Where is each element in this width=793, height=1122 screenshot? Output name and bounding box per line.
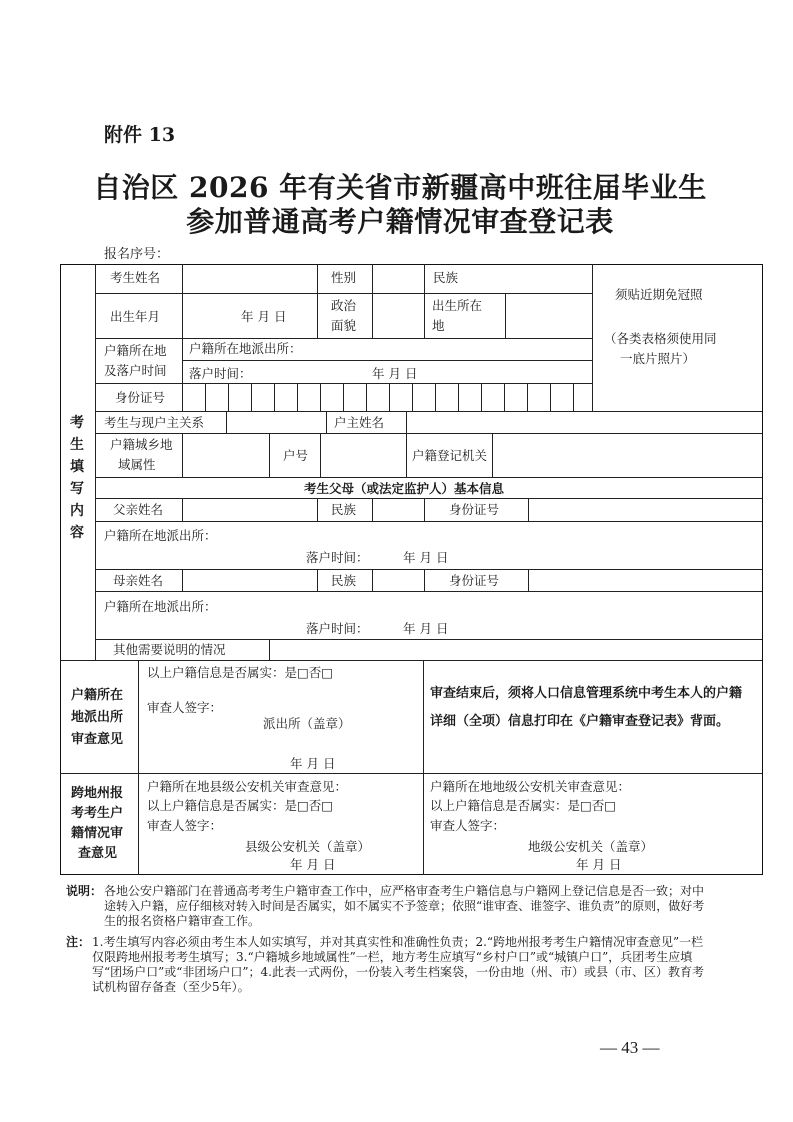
section-candidate-label: 考生填写内容: [70, 415, 84, 541]
explanation-label: 说明：: [66, 884, 103, 898]
registry-office-label: 户籍登记机关: [412, 448, 488, 463]
attachment-label: 附件 13: [104, 124, 176, 146]
page-number: — 43 —: [600, 1038, 660, 1057]
political-status-label-1: 政治: [331, 298, 357, 313]
mother-id-label: 身份证号: [449, 573, 500, 588]
father-police-label[interactable]: 户籍所在地派出所：: [104, 528, 217, 543]
county-seal: 县级公安机关（盖章）: [245, 839, 371, 854]
household-number-label: 户号: [283, 448, 309, 463]
photo-note-2: （各类表格须使用同: [604, 331, 717, 346]
cross-review-title-3: 籍情况审: [71, 826, 124, 841]
mother-police-label[interactable]: 户籍所在地派出所：: [104, 599, 217, 614]
photo-note-1: 须贴近期免冠照: [615, 287, 703, 302]
parents-section-header: 考生父母（或法定监护人）基本信息: [304, 481, 505, 496]
father-settle-label: 落户时间：: [306, 550, 369, 565]
explanation-block: [66, 884, 706, 929]
id-number-label: 身份证号: [115, 390, 166, 405]
police-station-seal: 派出所（盖章）: [263, 716, 351, 731]
local-reviewer-signature[interactable]: 审查人签字：: [147, 700, 223, 715]
serial-number-label: 报名序号：: [104, 247, 170, 262]
mother-ethnicity-label: 民族: [331, 573, 357, 588]
birthplace-label-1: 出生所在: [432, 298, 483, 313]
settle-time-value[interactable]: 年 月 日: [372, 366, 418, 381]
other-notes-label: 其他需要说明的情况: [113, 642, 226, 657]
prefecture-reviewer-signature[interactable]: 审查人签字：: [430, 818, 506, 833]
ethnicity-label: 民族: [433, 270, 459, 285]
county-review-date[interactable]: 年 月 日: [290, 857, 336, 872]
name-field[interactable]: [186, 268, 314, 290]
cross-review-title-1: 跨地州报: [71, 786, 124, 801]
photo-note-3: 一底片照片）: [620, 351, 696, 366]
mother-name-label: 母亲姓名: [113, 573, 164, 588]
county-confirm-checkbox[interactable]: 以上户籍信息是否属实：是□否□: [147, 798, 334, 813]
householder-label: 户主姓名: [334, 415, 385, 430]
prefecture-seal: 地级公安机关（盖章）: [528, 839, 654, 854]
notes-label: 注：: [66, 935, 91, 949]
review-instruction: 审查结束后，须将人口信息管理系统中考生本人的户籍详细（全项）信息打印在《户籍审查登记表》背面。: [430, 686, 743, 729]
form-title-line-1: 自治区 2026 年有关省市新疆高中班往届毕业生: [93, 171, 707, 204]
father-settle-value[interactable]: 年 月 日: [403, 550, 449, 565]
local-review-title-2: 地派出所: [71, 710, 124, 725]
notes-text: 1.考生填写内容必须由考生本人如实填写，并对其真实性和准确性负责；2.“跨地州报考考生户籍情况审查意见”一栏仅限跨地州报考考生填写；3.“户籍城乡地域属性”一栏，地方考生应填写“乡村户口”或“城镇户口”，兵团考生应填写“团场户口”或“非团场户口”；4.此表一式两份，一份装入考生档案袋，一份由地（州、市）或县（市、区）教育考试机构留存备查（至少5年）。: [92, 935, 704, 994]
father-id-label: 身份证号: [449, 502, 500, 517]
settle-time-label: 落户时间：: [189, 366, 252, 381]
cross-review-title-2: 考考生户: [71, 806, 124, 821]
birth-date-value[interactable]: 年 月 日: [241, 309, 287, 324]
prefecture-confirm-checkbox[interactable]: 以上户籍信息是否属实：是□否□: [430, 798, 617, 813]
urban-rural-label-1: 户籍城乡地: [110, 437, 173, 452]
cross-review-title-4: 查意见: [78, 846, 118, 861]
local-review-title-3: 审查意见: [71, 732, 124, 747]
police-station-label[interactable]: 户籍所在地派出所：: [189, 341, 302, 356]
political-status-label-2: 面貌: [331, 318, 357, 333]
county-reviewer-signature[interactable]: 审查人签字：: [147, 818, 223, 833]
county-opinion-label: 户籍所在地县级公安机关审查意见：: [147, 779, 348, 794]
mother-settle-label: 落户时间：: [306, 621, 369, 636]
local-review-title-1: 户籍所在: [71, 688, 124, 703]
id-number-boxes[interactable]: [183, 384, 591, 410]
father-name-label: 父亲姓名: [113, 502, 164, 517]
hukou-label-1: 户籍所在地: [104, 343, 167, 358]
prefecture-review-date[interactable]: 年 月 日: [576, 857, 622, 872]
mother-settle-value[interactable]: 年 月 日: [403, 621, 449, 636]
photo-box[interactable]: [593, 265, 761, 411]
gender-label: 性别: [331, 270, 357, 285]
form-title-line-2: 参加普通高考户籍情况审查登记表: [186, 205, 614, 238]
explanation-text: 各地公安户籍部门在普通高考考生户籍审查工作中，应严格审查考生户籍信息与户籍网上登记信息是否一致；对中途转入户籍，应仔细核对转入时间是否属实，如不属实不予签章；依照“谁审查、谁签字、谁负责”的原则，做好考生的报名资格户籍审查工作。: [104, 884, 705, 928]
notes-block: [66, 935, 706, 995]
urban-rural-label-2: 域属性: [118, 457, 156, 472]
local-review-date[interactable]: 年 月 日: [290, 756, 336, 771]
local-confirm-checkbox[interactable]: 以上户籍信息是否属实：是□否□: [147, 665, 334, 680]
hukou-label-2: 及落户时间: [104, 363, 167, 378]
birth-date-label: 出生年月: [110, 309, 161, 324]
birthplace-label-2: 地: [432, 318, 445, 333]
father-ethnicity-label: 民族: [331, 502, 357, 517]
name-label: 考生姓名: [110, 270, 161, 285]
relation-label: 考生与现户主关系: [104, 415, 205, 430]
prefecture-opinion-label: 户籍所在地地级公安机关审查意见：: [430, 779, 631, 794]
